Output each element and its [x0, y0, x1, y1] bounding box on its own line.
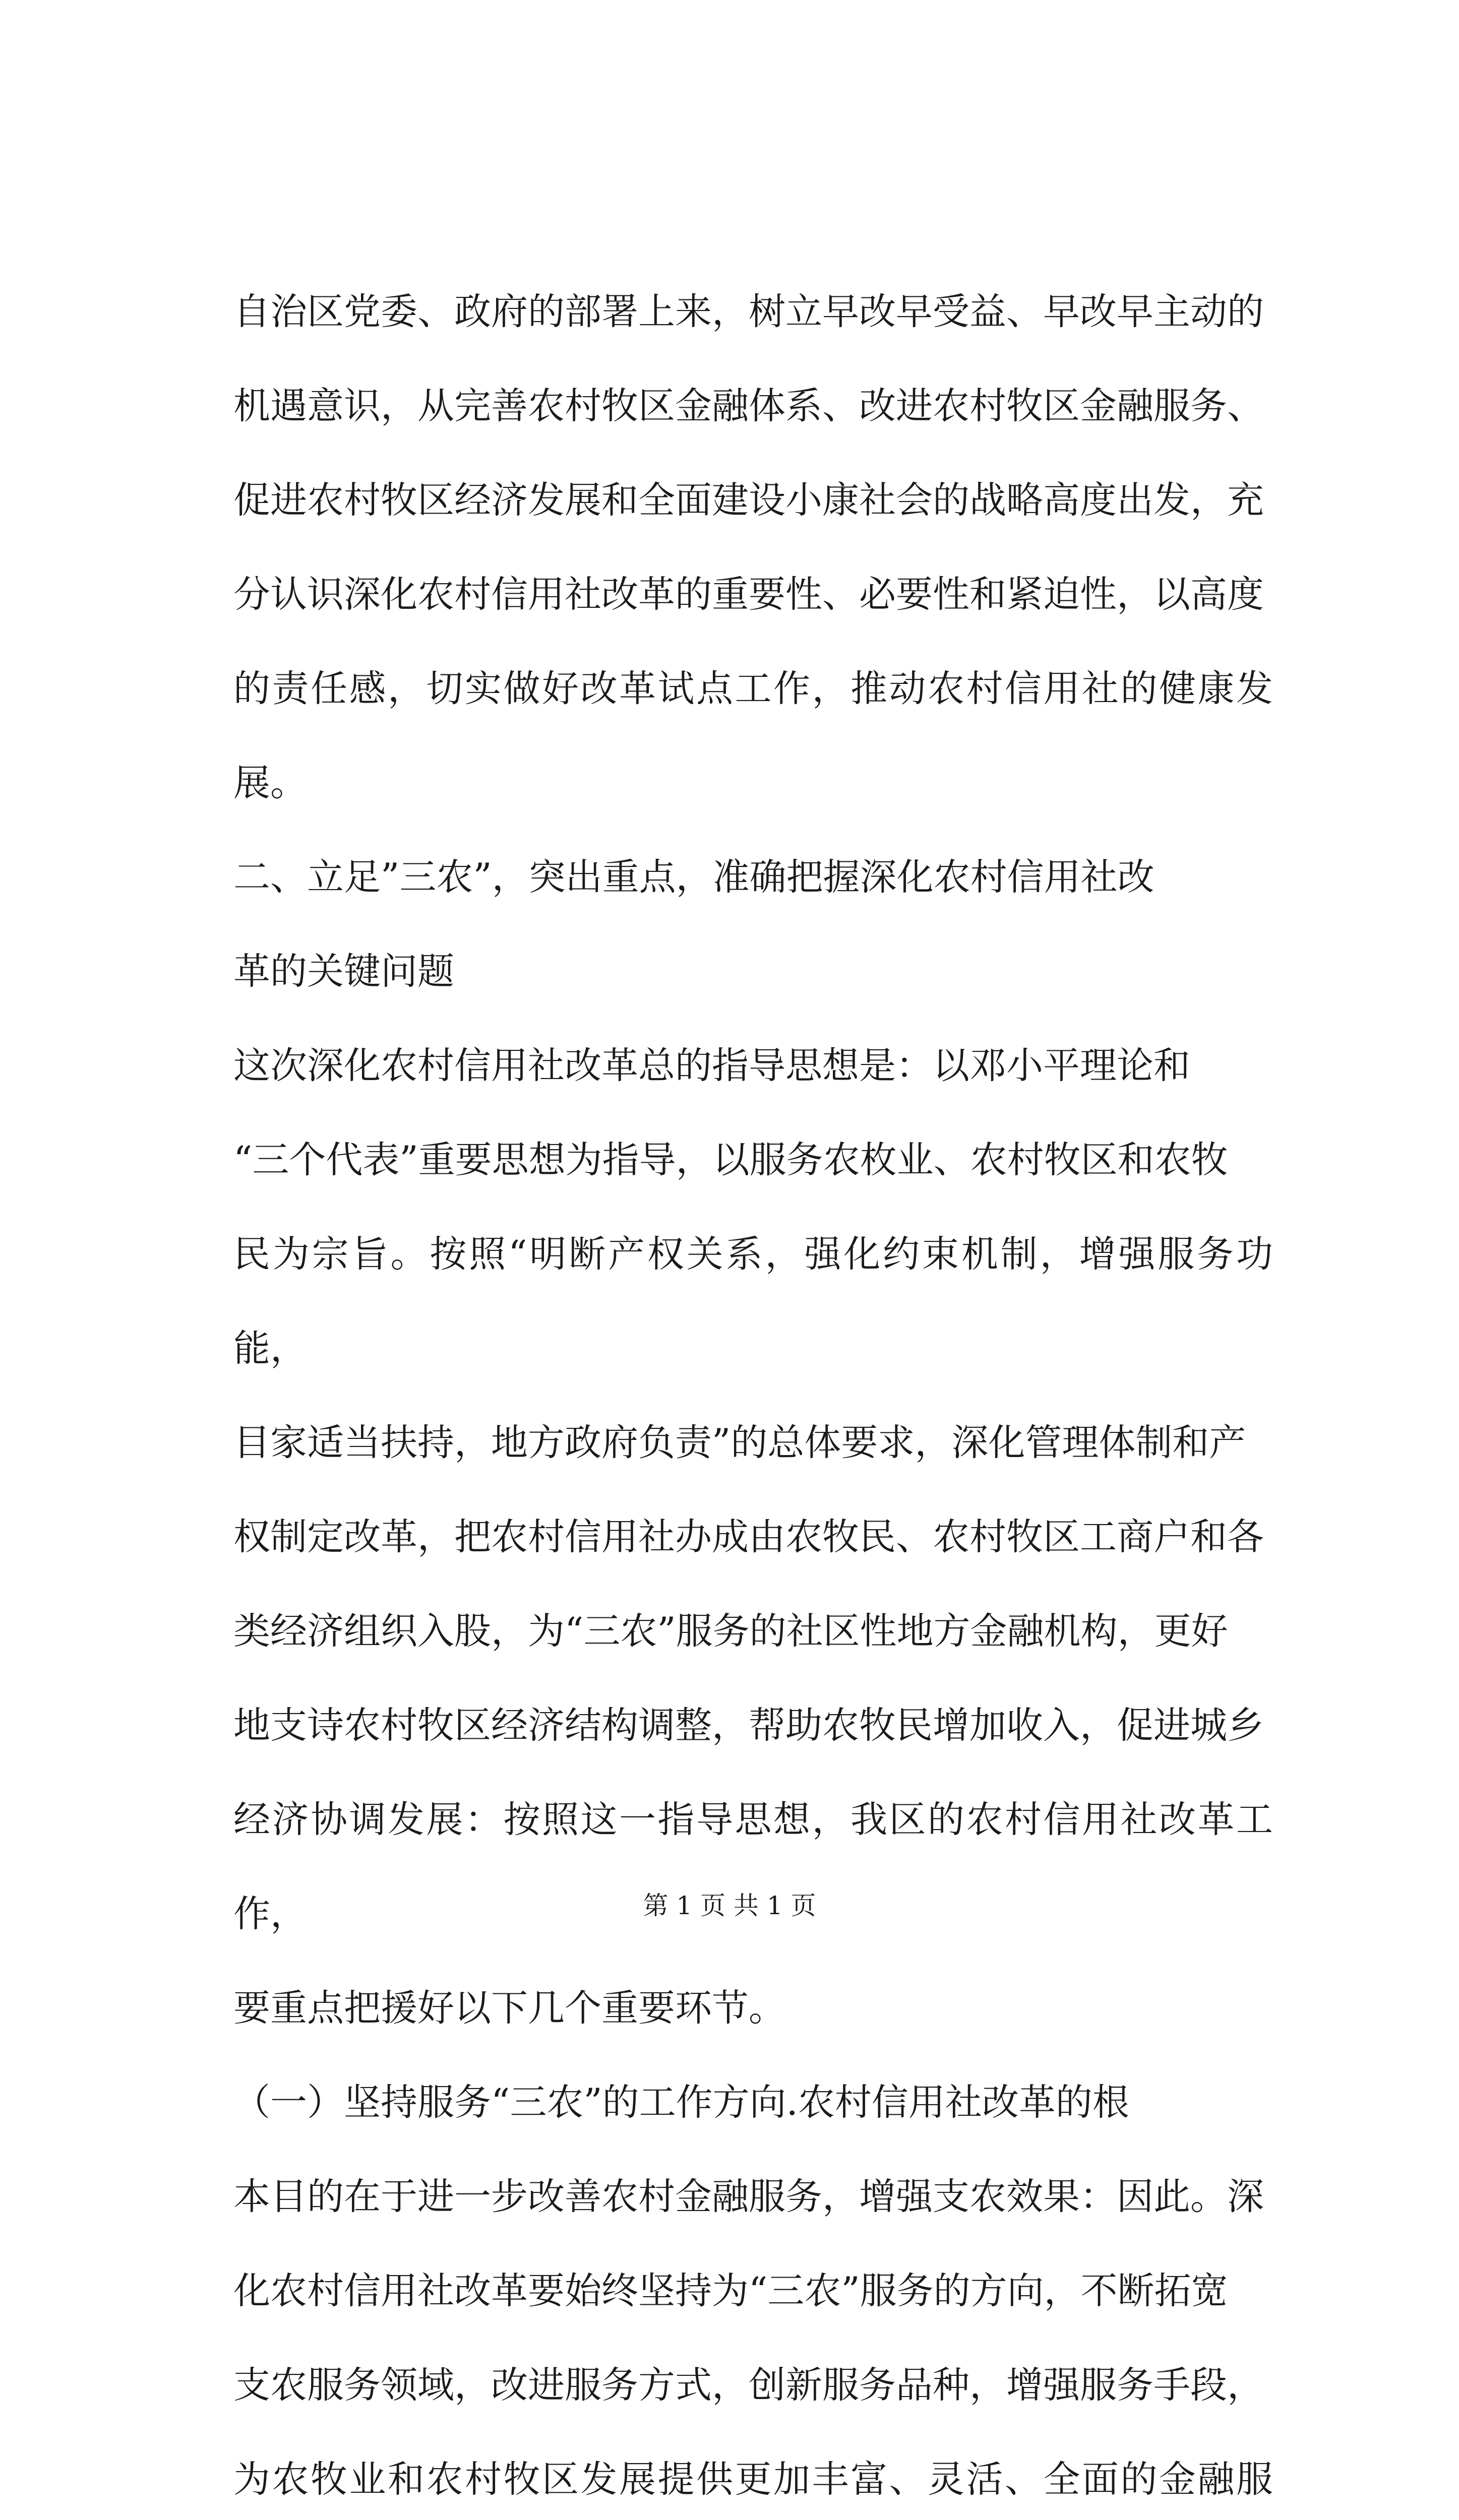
page-footer: 第 1 页 共 1 页	[643, 1891, 816, 1920]
document-body	[233, 265, 1273, 2520]
paragraph-subsection-1: （一）坚持服务“三农”的工作方向.农村信用社改革的根 本目的在于进一步改善农村金融服务，增强支农效果：因此。深 化农村信用社改革要始终坚持为“三农”服务的方向，不断拓宽 支农服务领域，改进服务方式，创新服务品种，增强服务手段， 为农牧业和农村牧区发展提供更加丰富、灵活、全面的金融服	[233, 2081, 1273, 2501]
paragraph-guiding-thought: 这次深化农村信用社改革总的指导思想是：以邓小平理论和 “三个代表”重要思想为指导，以服务农枚业、农村牧区和农牧 民为宗旨。按照“明断产权关系，强化约束机制，增强服务功能， 目家适当扶持，地方政府负责”的总体要求，深化管理体制和产 权制定改革，把农村信用社办成由农牧民、农村牧区工商户和各 类经济组织入股，为“三农”服务的社区性地方金融机构，更好 地支诗农村牧区经济结构调整，帮助农牧民增加收入，促进城乡 经济协调发展：按照这一指导思想，我区的农村信用社改革工作， 要重点把援好以下几个重要环节。	[233, 1044, 1273, 2030]
section-heading-2: 二、立足”三农”，突出重点，准确把握深化农村信用社改 革的关键问题	[233, 856, 1154, 993]
paragraph-1: 自治区党委、政府的部署上来，树立早改早受益、早改早主动的 机遇意识，从完善农村牧区金融体系、改进农村牧区金融服务、 促进农村牧区经济发展和全面建设小康社会的战略高度出发，充 分认识深化农村信用社改革的重要性、必要性和紧迫性，以高度 的责任感，切实做好改革试点工作，推动农村信用社的健康发展。	[233, 290, 1273, 804]
